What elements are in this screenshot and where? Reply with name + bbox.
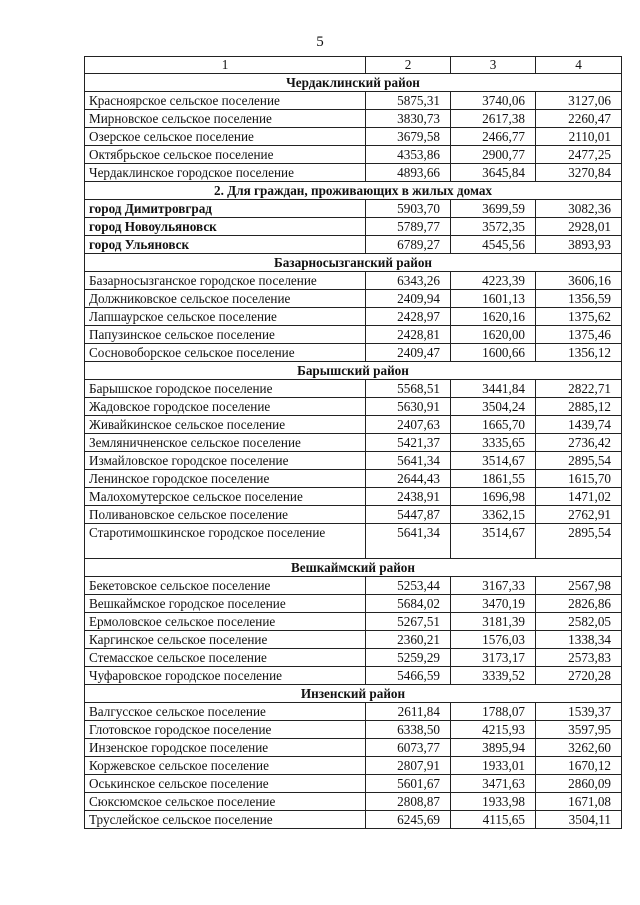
value-col-2: 2428,81 (366, 326, 451, 344)
table-row (85, 398, 622, 416)
value-col-2: 5789,77 (366, 218, 451, 236)
value-col-4: 2928,01 (536, 218, 622, 236)
value-col-4: 2895,54 (536, 524, 622, 559)
value-col-4: 2885,12 (536, 398, 622, 416)
value-col-4: 3597,95 (536, 721, 622, 739)
settlement-name: Старотимошкинское городское поселение (85, 524, 366, 559)
value-col-2: 5253,44 (366, 577, 451, 595)
value-col-4: 2736,42 (536, 434, 622, 452)
header-cell: 1 (85, 57, 366, 74)
table-row (85, 200, 622, 218)
value-col-2: 4353,86 (366, 146, 451, 164)
value-col-2: 2407,63 (366, 416, 451, 434)
value-col-4: 3127,06 (536, 92, 622, 110)
settlement-name: Ермоловское сельское поселение (85, 613, 366, 631)
section-header-row (85, 559, 622, 577)
table-row (85, 811, 622, 829)
table-row (85, 218, 622, 236)
value-col-4: 1375,46 (536, 326, 622, 344)
table-row (85, 434, 622, 452)
table-row (85, 739, 622, 757)
table-row (85, 92, 622, 110)
settlement-name: Малохомутерское сельское поселение (85, 488, 366, 506)
settlement-name: Ленинское городское поселение (85, 470, 366, 488)
value-col-4: 1356,59 (536, 290, 622, 308)
table-row (85, 613, 622, 631)
value-col-4: 2260,47 (536, 110, 622, 128)
value-col-2: 6338,50 (366, 721, 451, 739)
settlement-name: Озерское сельское поселение (85, 128, 366, 146)
value-col-3: 1788,07 (451, 703, 536, 721)
value-col-3: 3504,24 (451, 398, 536, 416)
value-col-3: 1601,13 (451, 290, 536, 308)
value-col-2: 6789,27 (366, 236, 451, 254)
table-row (85, 649, 622, 667)
value-col-4: 2860,09 (536, 775, 622, 793)
value-col-2: 6073,77 (366, 739, 451, 757)
settlement-name: Труслейское сельское поселение (85, 811, 366, 829)
value-col-4: 2826,86 (536, 595, 622, 613)
value-col-4: 1471,02 (536, 488, 622, 506)
value-col-3: 2900,77 (451, 146, 536, 164)
value-col-2: 5447,87 (366, 506, 451, 524)
value-col-3: 1696,98 (451, 488, 536, 506)
table-row (85, 272, 622, 290)
value-col-3: 3572,35 (451, 218, 536, 236)
value-col-2: 4893,66 (366, 164, 451, 182)
value-col-2: 2808,87 (366, 793, 451, 811)
value-col-3: 3895,94 (451, 739, 536, 757)
value-col-3: 4215,93 (451, 721, 536, 739)
value-col-2: 6343,26 (366, 272, 451, 290)
table-row (85, 793, 622, 811)
value-col-3: 4115,65 (451, 811, 536, 829)
section-title: Барышский район (85, 362, 622, 380)
settlement-name: Барышское городское поселение (85, 380, 366, 398)
value-col-4: 2720,28 (536, 667, 622, 685)
value-col-2: 5641,34 (366, 452, 451, 470)
settlement-name: Октябрьское сельское поселение (85, 146, 366, 164)
table-row (85, 344, 622, 362)
settlement-name: город Димитровград (85, 200, 366, 218)
value-col-3: 1861,55 (451, 470, 536, 488)
settlement-name: Бекетовское сельское поселение (85, 577, 366, 595)
table-row (85, 164, 622, 182)
value-col-3: 1576,03 (451, 631, 536, 649)
table-row (85, 308, 622, 326)
table-row (85, 146, 622, 164)
value-col-2: 3830,73 (366, 110, 451, 128)
settlement-name: Мирновское сельское поселение (85, 110, 366, 128)
value-col-2: 2360,21 (366, 631, 451, 649)
value-col-3: 3699,59 (451, 200, 536, 218)
value-col-2: 2644,43 (366, 470, 451, 488)
table-row (85, 416, 622, 434)
value-col-2: 5267,51 (366, 613, 451, 631)
table-row (85, 236, 622, 254)
value-col-4: 2762,91 (536, 506, 622, 524)
value-col-3: 3645,84 (451, 164, 536, 182)
value-col-4: 3504,11 (536, 811, 622, 829)
value-col-3: 4223,39 (451, 272, 536, 290)
value-col-4: 3606,16 (536, 272, 622, 290)
section-header-row (85, 182, 622, 200)
table-row (85, 721, 622, 739)
value-col-2: 2807,91 (366, 757, 451, 775)
value-col-2: 5421,37 (366, 434, 451, 452)
settlement-name: Должниковское сельское поселение (85, 290, 366, 308)
table-row (85, 506, 622, 524)
settlement-name: город Новоульяновск (85, 218, 366, 236)
settlement-name: Коржевское сельское поселение (85, 757, 366, 775)
section-title: Базарносызганский район (85, 254, 622, 272)
table-row (85, 470, 622, 488)
value-col-2: 6245,69 (366, 811, 451, 829)
settlement-name: Поливановское сельское поселение (85, 506, 366, 524)
value-col-2: 5259,29 (366, 649, 451, 667)
value-col-4: 3262,60 (536, 739, 622, 757)
value-col-2: 5466,59 (366, 667, 451, 685)
value-col-3: 3514,67 (451, 524, 536, 559)
table-row (85, 488, 622, 506)
value-col-3: 3441,84 (451, 380, 536, 398)
value-col-4: 3082,36 (536, 200, 622, 218)
settlement-name: Чердаклинское городское поселение (85, 164, 366, 182)
value-col-4: 2567,98 (536, 577, 622, 595)
section-header-row (85, 254, 622, 272)
settlement-name: Вешкаймское городское поселение (85, 595, 366, 613)
value-col-3: 3167,33 (451, 577, 536, 595)
value-col-2: 5684,02 (366, 595, 451, 613)
tariff-table (84, 56, 622, 829)
table-row (85, 595, 622, 613)
settlement-name: Чуфаровское городское поселение (85, 667, 366, 685)
value-col-4: 3893,93 (536, 236, 622, 254)
value-col-2: 2409,94 (366, 290, 451, 308)
value-col-4: 1671,08 (536, 793, 622, 811)
value-col-3: 2617,38 (451, 110, 536, 128)
value-col-3: 1620,16 (451, 308, 536, 326)
table-row (85, 524, 622, 559)
value-col-3: 2466,77 (451, 128, 536, 146)
page-number: 5 (316, 34, 324, 50)
value-col-4: 2895,54 (536, 452, 622, 470)
table-row (85, 110, 622, 128)
table-row (85, 452, 622, 470)
value-col-3: 3181,39 (451, 613, 536, 631)
settlement-name: Живайкинское сельское поселение (85, 416, 366, 434)
value-col-3: 3471,63 (451, 775, 536, 793)
value-col-3: 3335,65 (451, 434, 536, 452)
settlement-name: Лапшаурское сельское поселение (85, 308, 366, 326)
value-col-3: 1933,98 (451, 793, 536, 811)
settlement-name: город Ульяновск (85, 236, 366, 254)
value-col-4: 2110,01 (536, 128, 622, 146)
table-row (85, 703, 622, 721)
section-title: Инзенский район (85, 685, 622, 703)
value-col-3: 3173,17 (451, 649, 536, 667)
value-col-2: 2409,47 (366, 344, 451, 362)
value-col-2: 5875,31 (366, 92, 451, 110)
table-header-row (85, 57, 622, 74)
value-col-3: 1620,00 (451, 326, 536, 344)
value-col-3: 1600,66 (451, 344, 536, 362)
settlement-name: Валгусское сельское поселение (85, 703, 366, 721)
value-col-4: 1356,12 (536, 344, 622, 362)
value-col-4: 2822,71 (536, 380, 622, 398)
value-col-4: 1439,74 (536, 416, 622, 434)
value-col-4: 2573,83 (536, 649, 622, 667)
table-row (85, 775, 622, 793)
settlement-name: Красноярское сельское поселение (85, 92, 366, 110)
header-cell: 3 (451, 57, 536, 74)
value-col-4: 2477,25 (536, 146, 622, 164)
value-col-4: 1539,37 (536, 703, 622, 721)
value-col-2: 3679,58 (366, 128, 451, 146)
settlement-name: Земляничненское сельское поселение (85, 434, 366, 452)
section-header-row (85, 74, 622, 92)
settlement-name: Базарносызганское городское поселение (85, 272, 366, 290)
table-row (85, 631, 622, 649)
settlement-name: Глотовское городское поселение (85, 721, 366, 739)
value-col-3: 3362,15 (451, 506, 536, 524)
settlement-name: Папузинское сельское поселение (85, 326, 366, 344)
table-row (85, 757, 622, 775)
value-col-4: 1375,62 (536, 308, 622, 326)
value-col-4: 1338,34 (536, 631, 622, 649)
value-col-2: 2611,84 (366, 703, 451, 721)
value-col-2: 2428,97 (366, 308, 451, 326)
value-col-4: 1615,70 (536, 470, 622, 488)
value-col-2: 5903,70 (366, 200, 451, 218)
settlement-name: Оськинское сельское поселение (85, 775, 366, 793)
settlement-name: Стемасское сельское поселение (85, 649, 366, 667)
settlement-name: Инзенское городское поселение (85, 739, 366, 757)
settlement-name: Сюксюмское сельское поселение (85, 793, 366, 811)
table-row (85, 380, 622, 398)
value-col-4: 1670,12 (536, 757, 622, 775)
value-col-3: 3514,67 (451, 452, 536, 470)
header-cell: 2 (366, 57, 451, 74)
table-row (85, 290, 622, 308)
value-col-4: 2582,05 (536, 613, 622, 631)
settlement-name: Сосновоборское сельское поселение (85, 344, 366, 362)
section-title: Вешкаймский район (85, 559, 622, 577)
settlement-name: Измайловское городское поселение (85, 452, 366, 470)
value-col-2: 5641,34 (366, 524, 451, 559)
value-col-3: 3339,52 (451, 667, 536, 685)
value-col-3: 3470,19 (451, 595, 536, 613)
settlement-name: Каргинское сельское поселение (85, 631, 366, 649)
tariff-table-body (85, 57, 622, 829)
value-col-3: 1665,70 (451, 416, 536, 434)
table-row (85, 667, 622, 685)
section-title: 2. Для граждан, проживающих в жилых домах (85, 182, 622, 200)
table-row (85, 128, 622, 146)
section-header-row (85, 362, 622, 380)
value-col-2: 5630,91 (366, 398, 451, 416)
value-col-2: 5568,51 (366, 380, 451, 398)
section-title: Чердаклинский район (85, 74, 622, 92)
settlement-name: Жадовское городское поселение (85, 398, 366, 416)
value-col-3: 3740,06 (451, 92, 536, 110)
value-col-4: 3270,84 (536, 164, 622, 182)
value-col-3: 4545,56 (451, 236, 536, 254)
header-cell: 4 (536, 57, 622, 74)
value-col-2: 5601,67 (366, 775, 451, 793)
table-row (85, 326, 622, 344)
table-row (85, 577, 622, 595)
section-header-row (85, 685, 622, 703)
value-col-2: 2438,91 (366, 488, 451, 506)
value-col-3: 1933,01 (451, 757, 536, 775)
